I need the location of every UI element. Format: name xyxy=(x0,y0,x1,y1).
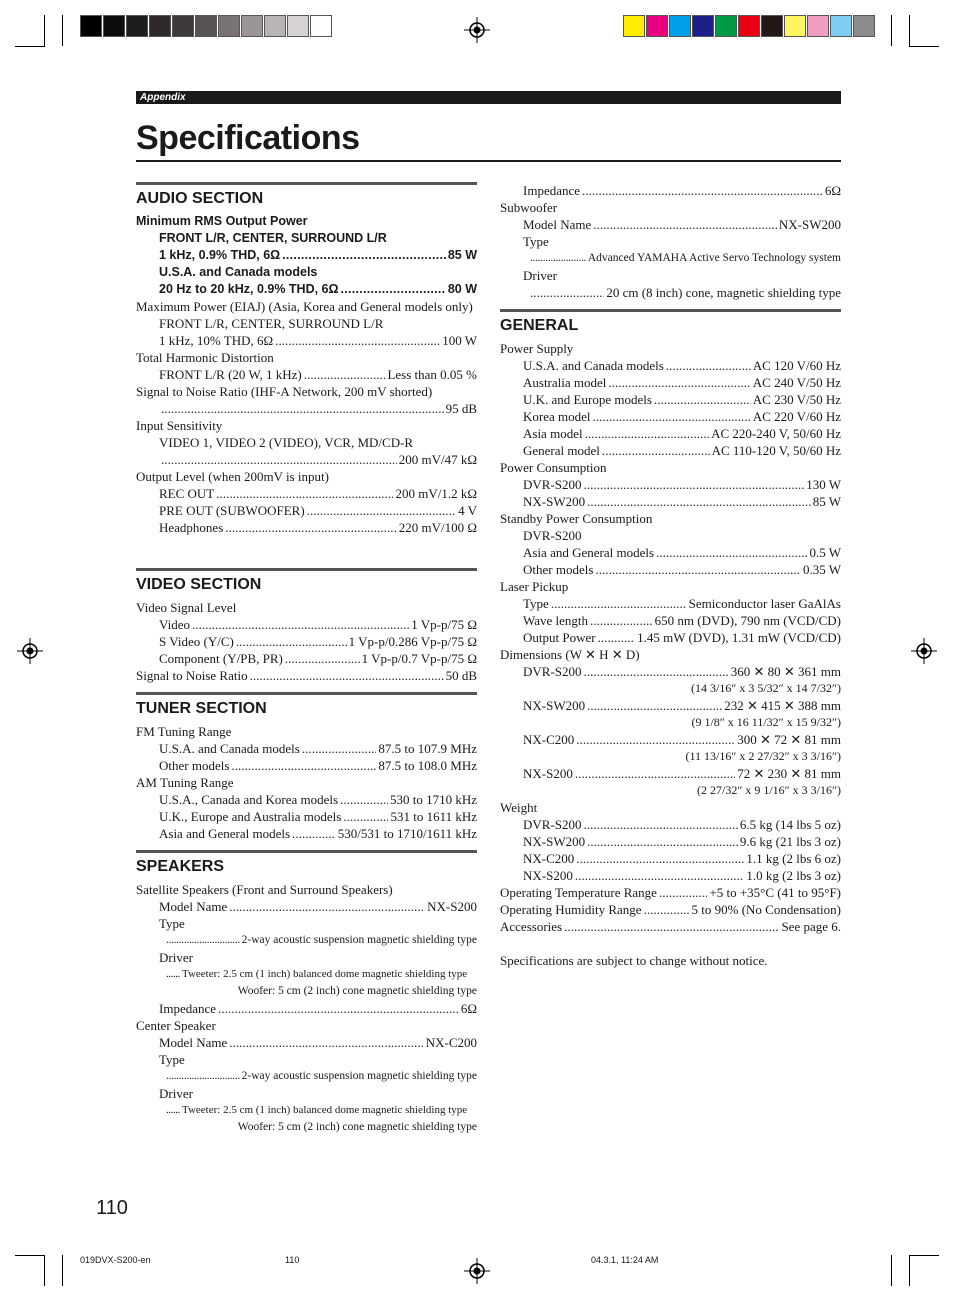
spec-row: Korea model . . . AC 220 V/60 Hz xyxy=(500,408,841,425)
spec-row: U.K. and Europe models . . . AC 230 V/50 Hz xyxy=(500,391,841,408)
spec-label: Video Signal Level xyxy=(136,600,237,615)
spec-row: Video . . . 1 Vp-p/75 Ω xyxy=(136,616,477,633)
spec-label: Minimum RMS Output Power xyxy=(136,214,308,228)
spec-row: Other models . . . 87.5 to 108.0 MHz xyxy=(136,757,477,774)
spec-label: Signal to Noise Ratio (IHF-A Network, 200 mV shorted) xyxy=(136,384,433,399)
spec-row: . . . 2-way acoustic suspension magnetic shielding type xyxy=(136,932,477,949)
speakers-continued xyxy=(500,182,841,301)
spec-row: Australia model . . . AC 240 V/50 Hz xyxy=(500,374,841,391)
color-swatch xyxy=(172,15,194,37)
color-swatch xyxy=(287,15,309,37)
spec-row: U.K., Europe and Australia models . . . 531 to 1611 kHz xyxy=(136,808,477,825)
spec-row: Asia and General models . . . 0.5 W xyxy=(500,544,841,561)
spec-row: Asia and General models . . . 530/531 to 1710/1611 kHz xyxy=(136,825,477,842)
spec-value: (9 1/8″ x 16 11/32″ x 15 9/32″) xyxy=(691,715,841,729)
spec-label: DVR-S200 xyxy=(523,528,582,543)
spec-label: Maximum Power (EIAJ) (Asia, Korea and General models only) xyxy=(136,299,473,314)
spec-row: 1 kHz, 10% THD, 6Ω . . . 100 W xyxy=(136,332,477,349)
color-swatch xyxy=(80,15,102,37)
spec-label: Standby Power Consumption xyxy=(500,511,653,526)
spec-row: REC OUT . . . 200 mV/1.2 kΩ xyxy=(136,485,477,502)
spec-label: Dimensions (W ✕ H ✕ D) xyxy=(500,647,640,662)
spec-row: NX-SW200 . . . 85 W xyxy=(500,493,841,510)
page-title: Specifications xyxy=(136,119,360,157)
spec-row: Type . . . Semiconductor laser GaAlAs xyxy=(500,595,841,612)
spec-row: U.S.A., Canada and Korea models . . . 530 to 1710 kHz xyxy=(136,791,477,808)
spec-row: U.S.A. and Canada models . . . AC 120 V/60 Hz xyxy=(500,357,841,374)
process-color-bar xyxy=(623,15,876,37)
spec-row: NX-S200 . . . 1.0 kg (2 lbs 3 oz) xyxy=(500,867,841,884)
spec-row: Impedance . . . 6Ω xyxy=(500,182,841,199)
color-swatch xyxy=(310,15,332,37)
spec-value: (11 13/16″ x 2 27/32″ x 3 3/16″) xyxy=(685,749,841,763)
spec-label: Power Supply xyxy=(500,341,574,356)
spec-row: PRE OUT (SUBWOOFER) . . . 4 V xyxy=(136,502,477,519)
spec-row: NX-C200 . . . 300 ✕ 72 ✕ 81 mm xyxy=(500,731,841,748)
spec-label: Type xyxy=(523,234,549,249)
registration-mark-icon xyxy=(464,17,490,43)
spec-value: Woofer: 5 cm (2 inch) cone magnetic shielding type xyxy=(237,985,477,997)
speakers-heading: SPEAKERS xyxy=(136,858,225,875)
tuner-heading: TUNER SECTION xyxy=(136,700,267,717)
video-section xyxy=(136,568,477,684)
right-column xyxy=(500,182,841,969)
left-column xyxy=(136,182,477,1136)
spec-row: . . . Tweeter: 2.5 cm (1 inch) balanced dome magnetic shielding type xyxy=(136,966,477,983)
spec-value: Woofer: 5 cm (2 inch) cone magnetic shielding type xyxy=(237,1121,477,1133)
spec-label: AM Tuning Range xyxy=(136,775,234,790)
spec-row: Operating Humidity Range . . . 5 to 90% (No Condensation) xyxy=(500,901,841,918)
spec-row: Other models . . . 0.35 W xyxy=(500,561,841,578)
spec-label: FRONT L/R, CENTER, SURROUND L/R xyxy=(159,316,384,331)
color-swatch xyxy=(623,15,645,37)
spec-label: Output Level (when 200mV is input) xyxy=(136,469,329,484)
title-rule xyxy=(136,160,841,162)
color-swatch xyxy=(149,15,171,37)
spec-row: 1 kHz, 0.9% THD, 6Ω . . . 85 W xyxy=(136,247,477,264)
color-swatch xyxy=(692,15,714,37)
spec-row: Impedance . . . 6Ω xyxy=(136,1000,477,1017)
spec-label: VIDEO 1, VIDEO 2 (VIDEO), VCR, MD/CD-R xyxy=(159,435,414,450)
color-swatch xyxy=(646,15,668,37)
spec-row: NX-C200 . . . 1.1 kg (2 lbs 6 oz) xyxy=(500,850,841,867)
color-swatch xyxy=(241,15,263,37)
spec-label: Satellite Speakers (Front and Surround Speakers) xyxy=(136,882,393,897)
spec-row: FRONT L/R (20 W, 1 kHz) . . . Less than 0.05 % xyxy=(136,366,477,383)
spec-label: FM Tuning Range xyxy=(136,724,232,739)
registration-mark-icon xyxy=(17,638,43,664)
spec-row: Component (Y/PB, PR) . . . 1 Vp-p/0.7 Vp-p/75 Ω xyxy=(136,650,477,667)
spec-row: U.S.A. and Canada models . . . 87.5 to 107.9 MHz xyxy=(136,740,477,757)
spec-row: DVR-S200 . . . 130 W xyxy=(500,476,841,493)
section-header-bar xyxy=(136,91,841,104)
spec-label: Type xyxy=(159,916,185,931)
spec-label: Driver xyxy=(159,950,193,965)
spec-row: S Video (Y/C) . . . 1 Vp-p/0.286 Vp-p/75 Ω xyxy=(136,633,477,650)
color-swatch xyxy=(738,15,760,37)
footer-page: 110 xyxy=(285,1255,300,1265)
spec-label: U.S.A. and Canada models xyxy=(159,265,318,279)
color-swatch xyxy=(853,15,875,37)
registration-mark-icon xyxy=(911,638,937,664)
spec-row: Model Name . . . NX-C200 xyxy=(136,1034,477,1051)
general-section xyxy=(500,309,841,969)
spec-row: . . . Tweeter: 2.5 cm (1 inch) balanced dome magnetic shielding type xyxy=(136,1102,477,1119)
spec-label: Subwoofer xyxy=(500,200,558,215)
color-swatch xyxy=(761,15,783,37)
video-heading: VIDEO SECTION xyxy=(136,576,262,593)
spec-row: Headphones . . . 220 mV/100 Ω xyxy=(136,519,477,536)
spec-row: Model Name . . . NX-S200 xyxy=(136,898,477,915)
color-swatch xyxy=(264,15,286,37)
color-swatch xyxy=(669,15,691,37)
color-swatch xyxy=(830,15,852,37)
spec-row: . . . 20 cm (8 inch) cone, magnetic shielding type xyxy=(500,284,841,301)
spec-label: Type xyxy=(159,1052,185,1067)
audio-heading: AUDIO SECTION xyxy=(136,190,264,207)
spec-row: . . . 2-way acoustic suspension magnetic shielding type xyxy=(136,1068,477,1085)
spec-row: NX-SW200 . . . 9.6 kg (21 lbs 3 oz) xyxy=(500,833,841,850)
spec-label: Weight xyxy=(500,800,538,815)
spec-label: Total Harmonic Distortion xyxy=(136,350,274,365)
spec-row: Accessories . . . See page 6. xyxy=(500,918,841,935)
spec-row: Model Name . . . NX-SW200 xyxy=(500,216,841,233)
color-swatch xyxy=(103,15,125,37)
spec-label: Power Consumption xyxy=(500,460,607,475)
color-swatch xyxy=(715,15,737,37)
spec-row: Wave length . . . 650 nm (DVD), 790 nm (VCD/CD) xyxy=(500,612,841,629)
tuner-section xyxy=(136,692,477,842)
color-swatch xyxy=(218,15,240,37)
spec-row: NX-SW200 . . . 232 ✕ 415 ✕ 388 mm xyxy=(500,697,841,714)
spec-row: Signal to Noise Ratio . . . 50 dB xyxy=(136,667,477,684)
spec-label: Input Sensitivity xyxy=(136,418,223,433)
gray-color-bar xyxy=(80,15,333,37)
spec-row: 20 Hz to 20 kHz, 0.9% THD, 6Ω . . . 80 W xyxy=(136,281,477,298)
spec-row: General model . . . AC 110-120 V, 50/60 Hz xyxy=(500,442,841,459)
spec-row: Asia model . . . AC 220-240 V, 50/60 Hz xyxy=(500,425,841,442)
page-number: 110 xyxy=(96,1197,128,1219)
spec-row: Operating Temperature Range . . . +5 to +35°C (41 to 95°F) xyxy=(500,884,841,901)
spec-note: Specifications are subject to change without notice. xyxy=(500,953,768,968)
spec-row: Output Power . . . 1.45 mW (DVD), 1.31 mW (VCD/CD) xyxy=(500,629,841,646)
spec-row: . . . 95 dB xyxy=(136,400,477,417)
spec-row: NX-S200 . . . 72 ✕ 230 ✕ 81 mm xyxy=(500,765,841,782)
color-swatch xyxy=(126,15,148,37)
spec-label: Laser Pickup xyxy=(500,579,569,594)
spec-label: Center Speaker xyxy=(136,1018,216,1033)
section-label: Appendix xyxy=(140,92,186,103)
general-heading: GENERAL xyxy=(500,317,579,334)
spec-value: (14 3/16″ x 3 5/32″ x 14 7/32″) xyxy=(691,681,841,695)
spec-value: (2 27/32″ x 9 1/16″ x 3 3/16″) xyxy=(697,783,841,797)
spec-label: FRONT L/R, CENTER, SURROUND L/R xyxy=(159,231,387,245)
color-swatch xyxy=(784,15,806,37)
footer-filename: 019DVX-S200-en xyxy=(80,1255,151,1265)
spec-label: Driver xyxy=(159,1086,193,1101)
speakers-section xyxy=(136,850,477,1136)
color-swatch xyxy=(195,15,217,37)
footer-timestamp: 04.3.1, 11:24 AM xyxy=(591,1255,659,1265)
spec-row: DVR-S200 . . . 6.5 kg (14 lbs 5 oz) xyxy=(500,816,841,833)
spec-row: . . . Advanced YAMAHA Active Servo Technology system xyxy=(500,250,841,267)
audio-section xyxy=(136,182,477,536)
registration-mark-icon xyxy=(464,1258,490,1284)
spec-row: DVR-S200 . . . 360 ✕ 80 ✕ 361 mm xyxy=(500,663,841,680)
color-swatch xyxy=(807,15,829,37)
spec-row: . . . 200 mV/47 kΩ xyxy=(136,451,477,468)
spec-label: Driver xyxy=(523,268,557,283)
